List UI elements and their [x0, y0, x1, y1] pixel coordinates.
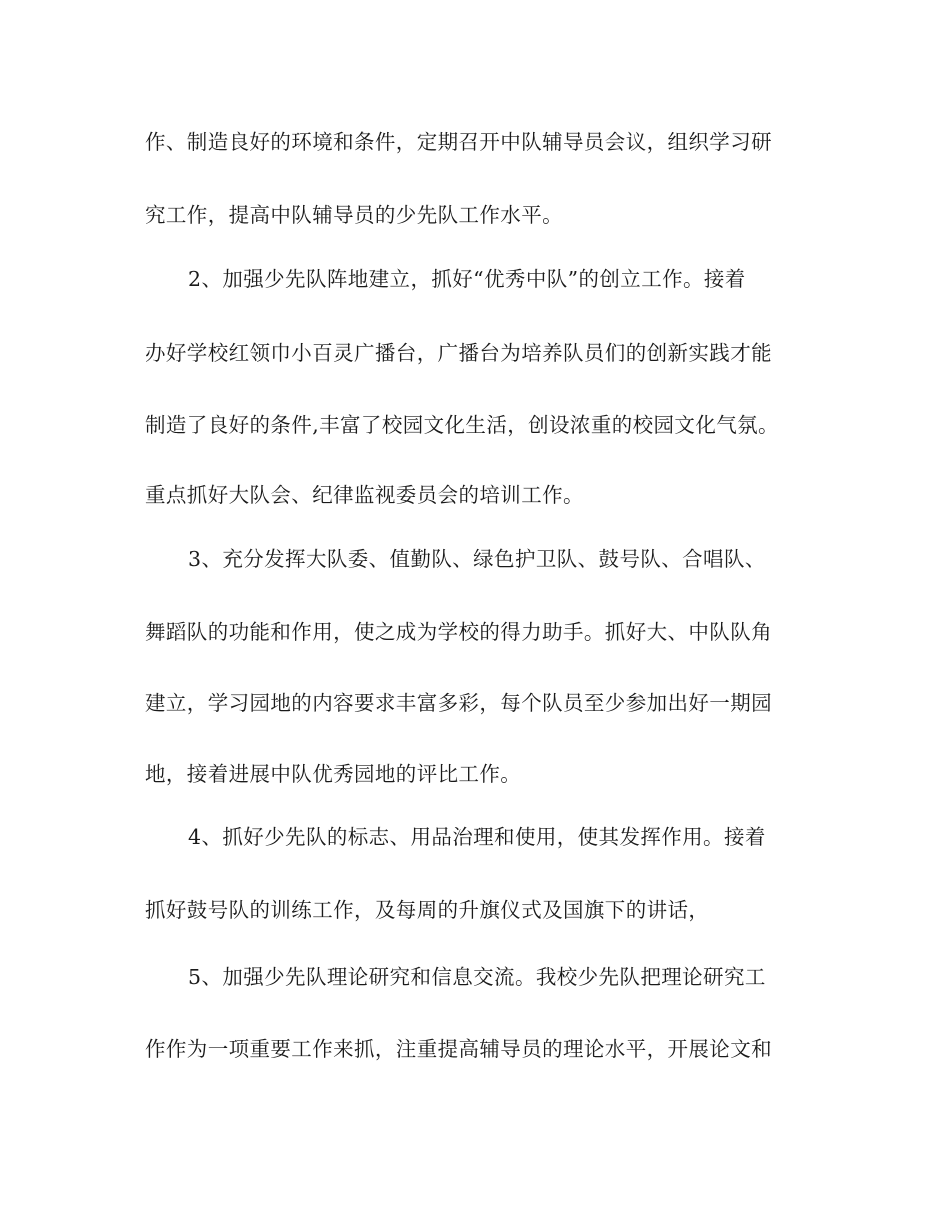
- paragraph-4-line-1: 4、抓好少先队的标志、用品治理和使用，使其发挥作用。接着: [188, 825, 766, 849]
- text-line-2: 究工作，提高中队辅导员的少先队工作水平。: [145, 203, 563, 227]
- text-line-14: 作作为一项重要工作来抓，注重提高辅导员的理论水平，开展论文和: [145, 1037, 772, 1061]
- text-line-6: 重点抓好大队会、纪律监视委员会的培训工作。: [145, 483, 584, 507]
- paragraph-2-line-1: 2、加强少先队阵地建立，抓好“优秀中队”的创立工作。接着: [188, 267, 746, 291]
- text-line-1: 作、制造良好的环境和条件，定期召开中队辅导员会议，组织学习研: [145, 130, 772, 154]
- text-line-4: 办好学校红领巾小百灵广播台，广播台为培养队员们的创新实践才能: [145, 341, 772, 365]
- text-line-5: 制造了良好的条件,丰富了校园文化生活，创设浓重的校园文化气氛。: [145, 413, 779, 437]
- paragraph-5-line-1: 5、加强少先队理论研究和信息交流。我校少先队把理论研究工: [188, 965, 766, 989]
- text-line-10: 地，接着进展中队优秀园地的评比工作。: [145, 762, 522, 786]
- text-line-12: 抓好鼓号队的训练工作，及每周的升旗仪式及国旗下的讲话，: [145, 898, 710, 922]
- text-line-8: 舞蹈队的功能和作用，使之成为学校的得力助手。抓好大、中队队角: [145, 620, 772, 644]
- text-line-9: 建立，学习园地的内容要求丰富多彩，每个队员至少参加出好一期园: [145, 691, 772, 715]
- paragraph-3-line-1: 3、充分发挥大队委、值勤队、绿色护卫队、鼓号队、合唱队、: [188, 547, 766, 571]
